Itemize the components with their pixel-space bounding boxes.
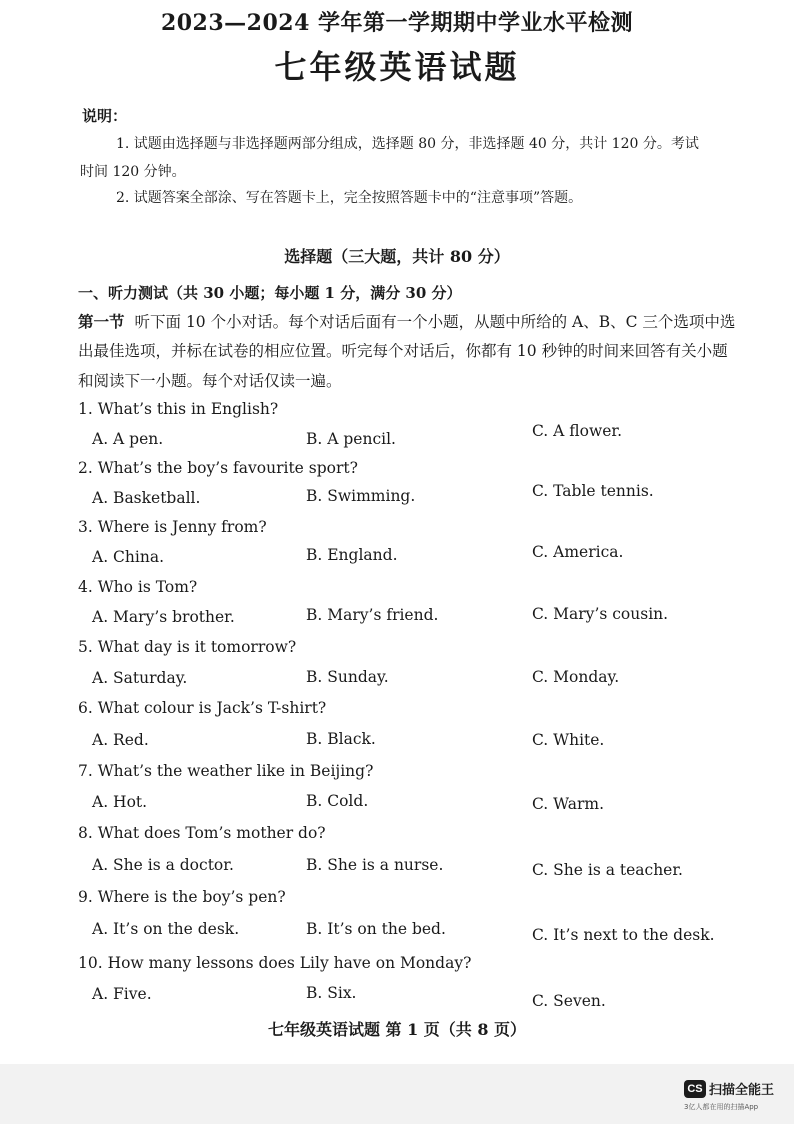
instruction-line-3: 和阅读下一小题。每个对话仅读一遍。 — [78, 372, 342, 390]
option-c: C. Seven. — [532, 992, 606, 1010]
option-c: C. Warm. — [532, 795, 605, 813]
option-c: C. A flower. — [532, 422, 623, 440]
camscanner-logo-icon: CS — [684, 1080, 706, 1098]
option-b: B. Black. — [306, 730, 376, 748]
sub-section-lead: 第一节 — [78, 312, 125, 331]
option-a: A. Saturday. — [92, 669, 188, 687]
option-a: A. It’s on the desk. — [92, 920, 240, 938]
option-a: A. A pen. — [92, 430, 164, 448]
note-item-1-line-1: 1. 试题由选择题与非选择题两部分组成，选择题 80 分，非选择题 40 分，共计 120 分。考试 — [116, 136, 699, 152]
option-a: A. Five. — [92, 985, 152, 1003]
question-text: 2. What’s the boy’s favourite sport? — [78, 459, 358, 477]
option-c: C. Mary’s cousin. — [532, 605, 669, 623]
option-a: A. Basketball. — [92, 489, 201, 507]
instruction-line-1 — [78, 310, 735, 332]
instruction-text-1: 听下面 10 个小对话。每个对话后面有一个小题，从题中所给的 A、B、C 三个选项中选 — [134, 313, 736, 331]
note-item-2: 2. 试题答案全部涂、写在答题卡上，完全按照答题卡中的“注意事项”答题。 — [116, 190, 583, 206]
option-a: A. Hot. — [92, 793, 148, 811]
scanner-app-name: 扫描全能王 — [709, 1083, 775, 1098]
subject-title: 七年级英语试题 — [274, 48, 520, 86]
option-b: B. Swimming. — [306, 487, 416, 505]
option-c: C. She is a teacher. — [532, 861, 683, 879]
exam-title: 2023—2024 学年第一学期期中学业水平检测 — [160, 10, 634, 36]
scan-bottom-margin — [0, 1064, 794, 1124]
question-text: 1. What’s this in English? — [78, 400, 279, 418]
option-a: A. Mary’s brother. — [92, 608, 235, 626]
scanner-tagline: 3亿人都在用的扫描App — [684, 1103, 759, 1111]
question-text: 6. What colour is Jack’s T-shirt? — [78, 699, 327, 717]
option-b: B. England. — [306, 546, 398, 564]
option-b: B. It’s on the bed. — [306, 920, 446, 938]
question-text: 3. Where is Jenny from? — [78, 518, 267, 536]
question-text: 9. Where is the boy’s pen? — [78, 888, 286, 906]
question-text: 7. What’s the weather like in Beijing? — [78, 762, 374, 780]
option-b: B. A pencil. — [306, 430, 396, 448]
option-b: B. Sunday. — [306, 668, 389, 686]
question-text: 10. How many lessons does Lily have on Monday? — [78, 954, 472, 972]
question-text: 4. Who is Tom? — [78, 578, 198, 596]
question-text: 8. What does Tom’s mother do? — [78, 824, 326, 842]
question-text: 5. What day is it tomorrow? — [78, 638, 297, 656]
option-c: C. Monday. — [532, 668, 620, 686]
option-a: A. Red. — [92, 731, 149, 749]
option-b: B. Six. — [306, 984, 357, 1002]
notes-heading: 说明： — [82, 107, 128, 125]
option-c: C. White. — [532, 731, 605, 749]
option-b: B. She is a nurse. — [306, 856, 444, 874]
option-a: A. China. — [92, 548, 164, 566]
option-b: B. Cold. — [306, 792, 369, 810]
option-a: A. She is a doctor. — [92, 856, 234, 874]
section-title: 选择题（三大题，共计 80 分） — [284, 247, 510, 266]
option-c: C. Table tennis. — [532, 482, 654, 500]
part-one-heading: 一、听力测试（共 30 小题；每小题 1 分，满分 30 分） — [78, 284, 462, 302]
option-c: C. America. — [532, 543, 624, 561]
note-item-1-line-2: 时间 120 分钟。 — [80, 164, 186, 180]
option-b: B. Mary’s friend. — [306, 606, 439, 624]
option-c: C. It’s next to the desk. — [532, 926, 715, 944]
page-footer: 七年级英语试题 第 1 页（共 8 页） — [267, 1020, 527, 1039]
instruction-line-2: 出最佳选项，并标在试卷的相应位置。听完每个对话后，你都有 10 秒钟的时间来回答有关小题 — [78, 342, 728, 360]
